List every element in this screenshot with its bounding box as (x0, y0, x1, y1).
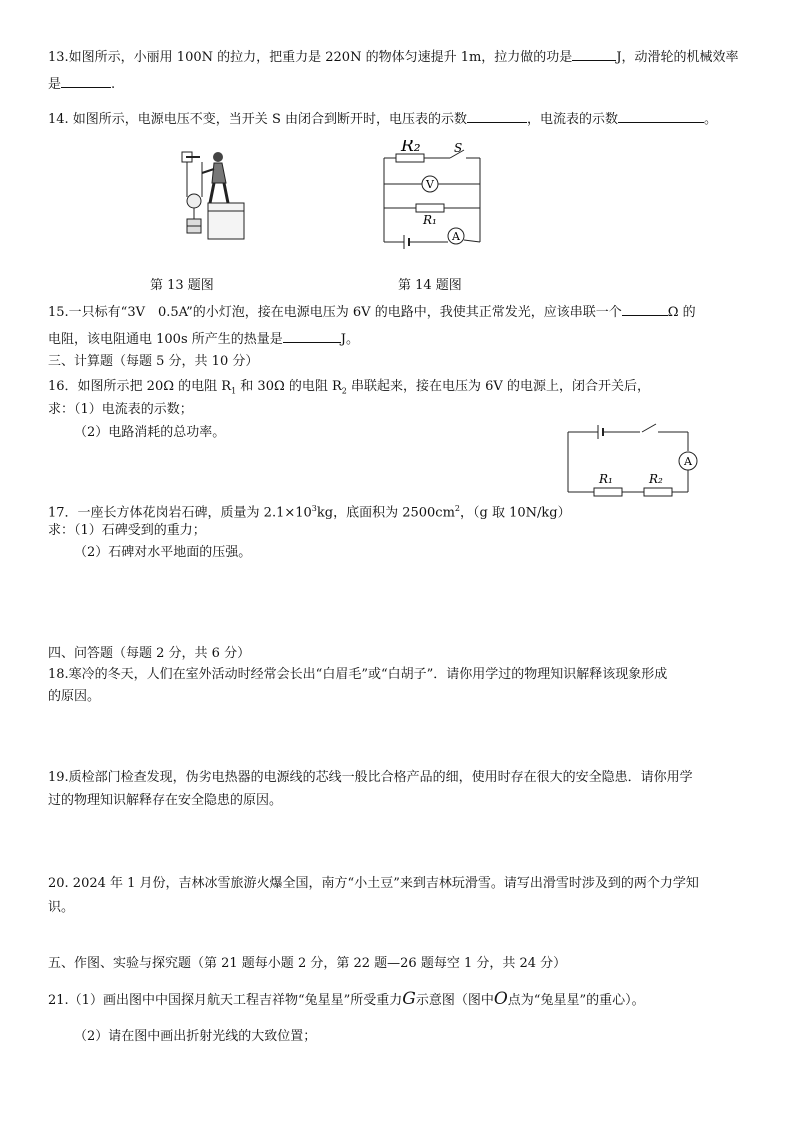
fig14-circuit-diagram (376, 140, 488, 250)
section4-heading: 四、问答题（每题 2 分，共 6 分） (48, 646, 251, 661)
q17-stem: 17．一座长方体花岗岩石碑，质量为 $2.1\times 10^3kg$，底面积为 $2500cm^2$，（g 取 10N/kg） (48, 504, 571, 521)
q18-line1: 18.寒冷的冬天，人们在室外活动时经常会长出“白眉毛”或“白胡子”．请你用学过的物理知识解释该现象形成 (48, 667, 668, 682)
q16-ask1: 求：（1）电流表的示数； (48, 402, 193, 417)
q15-line1: 15.一只标有“3V 0.5A”的小灯泡，接在电源电压为 6V 的电路中，我使其正常发光，应该串联一个 Ω 的 (48, 302, 696, 322)
ammeter-label: A (452, 230, 460, 243)
q16-stem: 16．如图所示把 20Ω 的电阻 $R_1$ 和 30Ω 的电阻 $R_2$ 串联起来，接在电压为 6V 的电源上，闭合开关后， (48, 379, 650, 396)
q21-part2: （2）请在图中画出折射光线的大致位置； (74, 1029, 317, 1044)
q13-line2: 是 . (48, 74, 115, 94)
q15-blank-resistance[interactable] (622, 302, 668, 316)
q14-blank-ammeter[interactable] (618, 109, 704, 123)
q18-line2: 的原因。 (48, 689, 101, 704)
section5-heading: 五、作图、实验与探究题（第 21 题每小题 2 分，第 22 题—26 题每空 1 分，共 24 分） (48, 956, 567, 971)
fig13-caption: 第 13 题图 (150, 278, 214, 293)
fig14-caption: 第 14 题图 (398, 278, 462, 293)
q16-ask2: （2）电路消耗的总功率。 (74, 425, 226, 440)
voltmeter-label: V (426, 178, 434, 191)
r2-resistor (644, 488, 672, 496)
fig16-circuit-diagram (562, 417, 704, 499)
q17-ask1: 求：（1）石碑受到的重力； (48, 523, 206, 538)
r1-label: R₁ (599, 472, 613, 486)
symbol-g: G (402, 989, 416, 1009)
r1-resistor (594, 488, 622, 496)
q21-part1: 21.（1）画出图中中国探月航天工程吉祥物“兔星星”所受重力G示意图（图中O点为“兔星星”的重心）。 (48, 989, 645, 1009)
q19-line2: 过的物理知识解释存在安全隐患的原因。 (48, 793, 283, 808)
q14-blank-voltmeter[interactable] (467, 109, 527, 123)
ammeter-label: A (684, 455, 692, 468)
q15-line2: 电阻，该电阻通电 100s 所产生的热量是 J。 (48, 329, 359, 349)
q13-line1: 13.如图所示，小丽用 100N 的拉力，把重力是 220N 的物体匀速提升 1m，拉力做的功是 J，动滑轮的机械效率 (48, 47, 739, 67)
q17-ask2: （2）石碑对水平地面的压强。 (74, 545, 252, 560)
q20-line2: 识。 (48, 900, 75, 915)
r1-label: R₁ (423, 213, 437, 227)
switch-s-label: S (454, 141, 463, 155)
symbol-o: O (493, 989, 508, 1009)
q15-blank-heat[interactable] (283, 329, 341, 343)
r2-label: R₂ (401, 140, 421, 156)
q20-line1: 20. 2024 年 1 月份，吉林冰雪旅游火爆全国，南方“小土豆”来到吉林玩滑雪。请写出滑雪时涉及到的两个力学知 (48, 876, 699, 891)
q13-blank-work[interactable] (572, 47, 616, 61)
r1-resistor (416, 204, 444, 212)
q14-line: 14. 如图所示，电源电压不变，当开关 S 由闭合到断开时，电压表的示数 ，电流表的示数 。 (48, 109, 717, 129)
q13-blank-efficiency[interactable] (61, 74, 111, 88)
fig13-pulley-illustration (178, 145, 258, 245)
switch (642, 424, 656, 432)
r2-label: R₂ (649, 472, 663, 486)
q19-line1: 19.质检部门检查发现，伪劣电热器的电源线的芯线一般比合格产品的细，使用时存在很大的安全隐患．请你用学 (48, 770, 693, 785)
section3-heading: 三、计算题（每题 5 分，共 10 分） (48, 354, 259, 369)
